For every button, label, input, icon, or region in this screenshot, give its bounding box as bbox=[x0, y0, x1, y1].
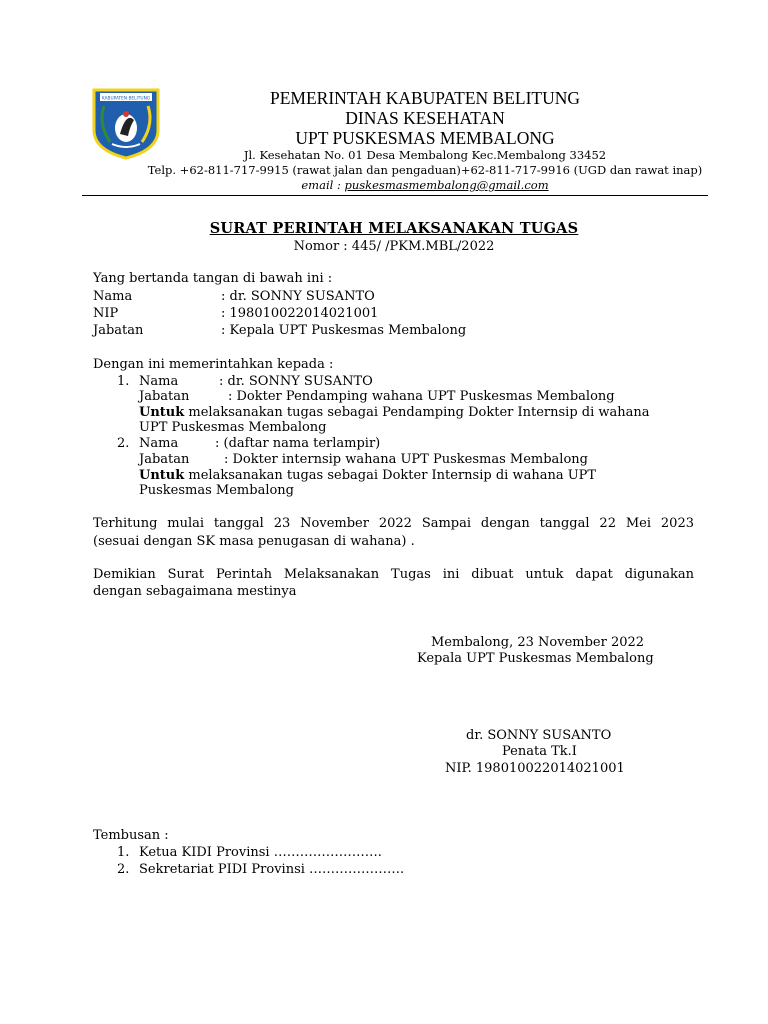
order-item-2-position-value: : Dokter internsip wahana UPT Puskesmas Membalong bbox=[224, 452, 588, 467]
order-item-2-task-line bbox=[139, 468, 596, 483]
order-item-1-name-value: : dr. SONNY SUSANTO bbox=[219, 374, 373, 389]
signature-place-date: Membalong, 23 November 2022 bbox=[431, 635, 645, 650]
order-item-1-untuk: Untuk bbox=[139, 405, 185, 420]
order-item-2-untuk: Untuk bbox=[139, 468, 185, 483]
order-item-1-task-text: melaksanakan tugas sebagai Pendamping Dokter Internsip di wahana bbox=[184, 405, 650, 420]
signer-name-label: Nama bbox=[93, 289, 133, 304]
cc-item-1-number: 1. bbox=[117, 845, 130, 860]
order-item-2-task-line-2: Puskesmas Membalong bbox=[139, 483, 294, 498]
period-line-1: Terhitung mulai tanggal 23 November 2022 Sampai dengan tanggal 22 Mei 2023 bbox=[93, 516, 694, 531]
email-label: email : bbox=[301, 178, 345, 192]
header-phone: Telp. +62-811-717-9915 (rawat jalan dan pengaduan)+62-811-717-9916 (UGD dan rawat inap) bbox=[147, 163, 703, 177]
order-item-1-number: 1. bbox=[117, 374, 130, 389]
header-divider bbox=[82, 195, 708, 196]
cc-label: Tembusan : bbox=[93, 828, 169, 843]
signer-position-label: Jabatan bbox=[93, 323, 144, 338]
order-item-1-task-line-2: UPT Puskesmas Membalong bbox=[139, 420, 327, 435]
signer-name-value: : dr. SONNY SUSANTO bbox=[221, 289, 375, 304]
order-item-1-task-line bbox=[139, 405, 650, 420]
signer-intro: Yang bertanda tangan di bawah ini : bbox=[93, 271, 333, 286]
order-item-2-position-label: Jabatan bbox=[139, 452, 190, 467]
document-title: SURAT PERINTAH MELAKSANAKAN TUGAS bbox=[209, 220, 579, 237]
logo-lettering: KABUPATEN BELITUNG bbox=[101, 96, 151, 102]
cc-item-1-text: Ketua KIDI Provinsi ……………………. bbox=[139, 845, 382, 860]
header-department: DINAS KESEHATAN bbox=[345, 108, 505, 128]
header-address: Jl. Kesehatan No. 01 Desa Membalong Kec.Membalong 33452 bbox=[243, 148, 607, 162]
email-link[interactable]: puskesmasmembalong@gmail.com bbox=[344, 178, 549, 192]
signature-nip: NIP. 198010022014021001 bbox=[445, 761, 625, 776]
header-institution: UPT PUSKESMAS MEMBALONG bbox=[295, 128, 555, 148]
order-item-1-position-label: Jabatan bbox=[139, 389, 190, 404]
order-item-2-number: 2. bbox=[117, 436, 130, 451]
signer-nip-value: : 198010022014021001 bbox=[221, 306, 379, 321]
order-item-1-name-label: Nama bbox=[139, 374, 179, 389]
closing-line-2: dengan sebagaimana mestinya bbox=[93, 584, 297, 599]
signer-nip-label: NIP bbox=[93, 306, 119, 321]
period-line-2: (sesuai dengan SK masa penugasan di wahana) . bbox=[93, 534, 415, 549]
order-item-2-name-value: : (daftar nama terlampir) bbox=[215, 436, 381, 451]
document-number: Nomor : 445/ /PKM.MBL/2022 bbox=[293, 239, 495, 254]
signature-rank: Penata Tk.I bbox=[502, 744, 577, 759]
signature-position: Kepala UPT Puskesmas Membalong bbox=[417, 651, 654, 666]
cc-item-2-text: Sekretariat PIDI Provinsi …………………. bbox=[139, 862, 405, 877]
cc-item-2-number: 2. bbox=[117, 862, 130, 877]
order-item-2-name-label: Nama bbox=[139, 436, 179, 451]
order-item-2-task-text: melaksanakan tugas sebagai Dokter Internsip di wahana UPT bbox=[184, 468, 597, 483]
header-email-line bbox=[80, 178, 768, 192]
signature-name: dr. SONNY SUSANTO bbox=[466, 728, 612, 743]
header-government: PEMERINTAH KABUPATEN BELITUNG bbox=[269, 88, 581, 108]
order-item-1-position-value: : Dokter Pendamping wahana UPT Puskesmas Membalong bbox=[228, 389, 615, 404]
signer-position-value: : Kepala UPT Puskesmas Membalong bbox=[221, 323, 467, 338]
closing-line-1: Demikian Surat Perintah Melaksanakan Tugas ini dibuat untuk dapat digunakan bbox=[93, 567, 694, 582]
order-intro: Dengan ini memerintahkan kepada : bbox=[93, 357, 334, 372]
